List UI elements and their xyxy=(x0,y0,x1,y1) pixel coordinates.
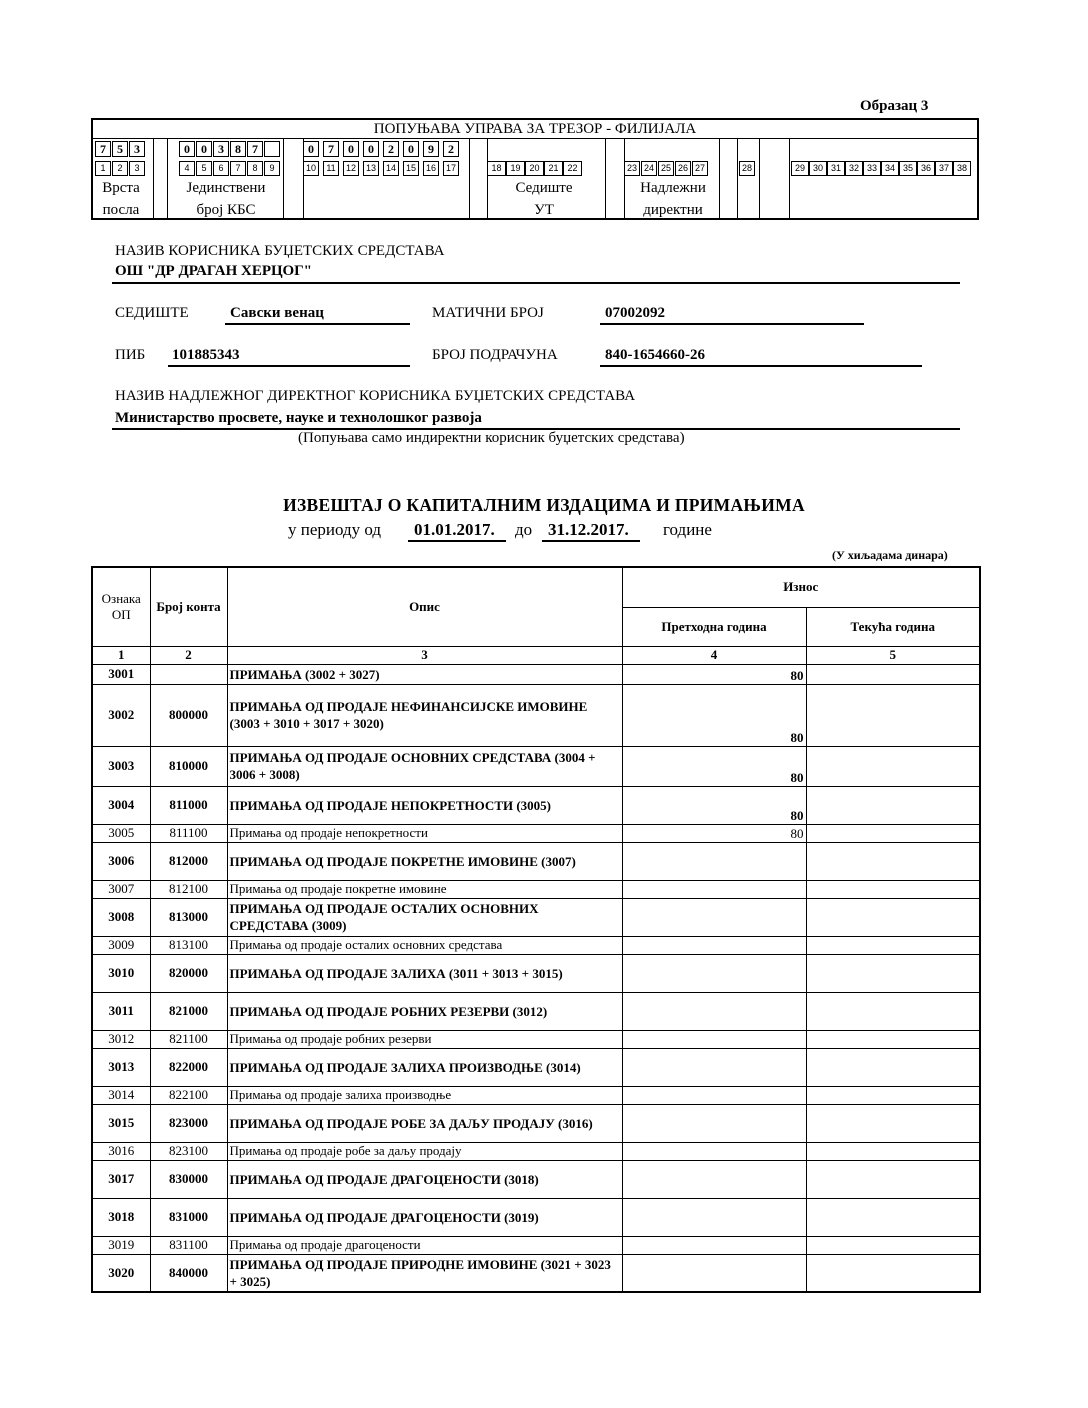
table-row xyxy=(92,842,980,880)
group-label-kbs-2: број КБС xyxy=(196,202,256,218)
row-curr-year-amount xyxy=(806,954,980,992)
code-digit: 3 xyxy=(213,141,229,157)
group-label-dir-2: директни xyxy=(643,202,703,218)
row-op-code: 3009 xyxy=(92,936,150,954)
row-description: ПРИМАЊА ОД ПРОДАЈЕ ДРАГОЦЕНОСТИ (3019) xyxy=(227,1198,622,1236)
row-description: Примања од продаје драгоцености xyxy=(227,1236,622,1254)
grid-separator xyxy=(605,139,606,220)
row-curr-year-amount xyxy=(806,786,980,824)
row-prev-year-amount xyxy=(622,1198,806,1236)
row-description: Примања од продаје робе за даљу продају xyxy=(227,1142,622,1160)
table-row xyxy=(92,1104,980,1142)
row-description: ПРИМАЊА ОД ПРОДАЈЕ ЗАЛИХА ПРОИЗВОДЊЕ (3014) xyxy=(227,1048,622,1086)
period-mid: до xyxy=(515,520,533,539)
table-row xyxy=(92,1160,980,1198)
group-label-vrsta-1: Врста xyxy=(102,180,140,196)
date-to-underline xyxy=(542,540,640,542)
code-position-number: 28 xyxy=(739,161,755,176)
row-curr-year-amount xyxy=(806,1254,980,1292)
row-op-code: 3008 xyxy=(92,898,150,936)
row-description: ПРИМАЊА ОД ПРОДАЈЕ ПОКРЕТНЕ ИМОВИНЕ (3007) xyxy=(227,842,622,880)
parent-value: Министарство просвете, науке и технолошког развоја xyxy=(115,410,482,426)
row-curr-year-amount xyxy=(806,1160,980,1198)
row-op-code: 3013 xyxy=(92,1048,150,1086)
report-title: ИЗВЕШТАЈ О КАПИТАЛНИМ ИЗДАЦИМА И ПРИМАЊИМА xyxy=(283,495,805,515)
row-description: Примања од продаје робних резерви xyxy=(227,1030,622,1048)
row-op-code: 3001 xyxy=(92,664,150,684)
row-curr-year-amount xyxy=(806,880,980,898)
row-op-code: 3007 xyxy=(92,880,150,898)
parent-note: (Попуњава само индиректни корисник буџетских средстава) xyxy=(298,430,685,446)
row-account: 822000 xyxy=(150,1048,227,1086)
code-position-number: 15 xyxy=(403,161,419,176)
row-op-code: 3005 xyxy=(92,824,150,842)
table-row xyxy=(92,936,980,954)
grid-separator xyxy=(167,139,168,220)
code-position-number: 27 xyxy=(692,161,708,176)
header-iznos: Износ xyxy=(622,567,980,607)
table-row xyxy=(92,824,980,842)
code-position-number: 19 xyxy=(506,161,525,176)
code-position-number: 37 xyxy=(935,161,953,176)
table-row xyxy=(92,1254,980,1292)
seat-underline xyxy=(225,323,410,325)
code-position-number: 29 xyxy=(791,161,809,176)
row-op-code: 3006 xyxy=(92,842,150,880)
col-number: 1 xyxy=(92,646,150,664)
row-prev-year-amount xyxy=(622,1048,806,1086)
row-prev-year-amount xyxy=(622,842,806,880)
code-position-number: 34 xyxy=(881,161,899,176)
seat-label: СЕДИШТЕ xyxy=(115,305,189,321)
row-account: 840000 xyxy=(150,1254,227,1292)
table-row xyxy=(92,746,980,786)
date-from-underline xyxy=(408,540,506,542)
row-description: ПРИМАЊА ОД ПРОДАЈЕ ОСТАЛИХ ОСНОВНИХ СРЕДСТАВА (3009) xyxy=(227,898,622,936)
row-prev-year-amount: 80 xyxy=(622,786,806,824)
row-account: 831000 xyxy=(150,1198,227,1236)
code-position-number: 3 xyxy=(129,161,145,176)
form-label: Образац 3 xyxy=(860,98,929,114)
row-curr-year-amount xyxy=(806,664,980,684)
row-op-code: 3012 xyxy=(92,1030,150,1048)
code-position-number: 25 xyxy=(658,161,674,176)
code-digit: 7 xyxy=(247,141,263,157)
row-account: 831100 xyxy=(150,1236,227,1254)
code-position-number: 24 xyxy=(641,161,657,176)
row-prev-year-amount: 80 xyxy=(622,664,806,684)
code-digit: 7 xyxy=(95,141,111,157)
code-position-number: 1 xyxy=(95,161,111,176)
row-prev-year-amount xyxy=(622,1254,806,1292)
grid-separator xyxy=(283,139,284,220)
code-digit xyxy=(264,141,280,157)
table-row xyxy=(92,684,980,746)
row-description: Примања од продаје осталих основних средстава xyxy=(227,936,622,954)
user-name-underline xyxy=(112,282,960,284)
row-op-code: 3011 xyxy=(92,992,150,1030)
seat-value: Савски венац xyxy=(230,305,324,321)
grid-separator xyxy=(789,139,790,220)
row-op-code: 3014 xyxy=(92,1086,150,1104)
row-prev-year-amount xyxy=(622,1236,806,1254)
code-position-number: 2 xyxy=(112,161,128,176)
pib-value: 101885343 xyxy=(172,347,240,363)
table-row xyxy=(92,1142,980,1160)
code-position-number: 38 xyxy=(953,161,971,176)
row-account: 822100 xyxy=(150,1086,227,1104)
code-position-number: 18 xyxy=(487,161,506,176)
row-op-code: 3003 xyxy=(92,746,150,786)
grid-separator xyxy=(153,139,154,220)
header-curr-year: Текућа година xyxy=(806,607,980,646)
table-row xyxy=(92,1236,980,1254)
code-position-number: 13 xyxy=(363,161,379,176)
grid-separator xyxy=(469,139,470,220)
row-curr-year-amount xyxy=(806,936,980,954)
row-description: Примања од продаје залиха производње xyxy=(227,1086,622,1104)
code-position-number: 5 xyxy=(196,161,212,176)
row-prev-year-amount: 80 xyxy=(622,746,806,786)
header-prev-year: Претходна година xyxy=(622,607,806,646)
row-account: 813000 xyxy=(150,898,227,936)
row-curr-year-amount xyxy=(806,746,980,786)
table-row xyxy=(92,1030,980,1048)
row-op-code: 3019 xyxy=(92,1236,150,1254)
row-prev-year-amount xyxy=(622,1142,806,1160)
code-digit: 8 xyxy=(230,141,246,157)
code-position-number: 10 xyxy=(303,161,319,176)
row-op-code: 3016 xyxy=(92,1142,150,1160)
row-account: 812000 xyxy=(150,842,227,880)
grid-separator xyxy=(759,139,760,220)
code-position-number: 4 xyxy=(179,161,195,176)
col-number: 4 xyxy=(622,646,806,664)
code-digit: 0 xyxy=(179,141,195,157)
row-account: 810000 xyxy=(150,746,227,786)
row-curr-year-amount xyxy=(806,1048,980,1086)
row-description: ПРИМАЊА ОД ПРОДАЈЕ ПРИРОДНЕ ИМОВИНЕ (3021 + 3023 + 3025) xyxy=(227,1254,622,1292)
code-digit: 0 xyxy=(196,141,212,157)
row-curr-year-amount xyxy=(806,842,980,880)
row-description: ПРИМАЊА (3002 + 3027) xyxy=(227,664,622,684)
code-position-number: 31 xyxy=(827,161,845,176)
row-prev-year-amount xyxy=(622,936,806,954)
row-account: 800000 xyxy=(150,684,227,746)
code-position-number: 12 xyxy=(343,161,359,176)
row-prev-year-amount xyxy=(622,992,806,1030)
mb-label: МАТИЧНИ БРОЈ xyxy=(432,305,544,321)
row-account: 811000 xyxy=(150,786,227,824)
units-note: (У хиљадама динара) xyxy=(832,548,948,562)
table-row xyxy=(92,898,980,936)
row-account: 823100 xyxy=(150,1142,227,1160)
code-position-number: 20 xyxy=(525,161,544,176)
group-label-ut-2: УТ xyxy=(534,202,554,218)
code-digit: 7 xyxy=(323,141,339,157)
row-prev-year-amount xyxy=(622,954,806,992)
account-label: БРОЈ ПОДРАЧУНА xyxy=(432,347,558,363)
row-account: 821000 xyxy=(150,992,227,1030)
code-digit: 0 xyxy=(303,141,319,157)
header-konto: Број конта xyxy=(150,567,227,646)
row-op-code: 3015 xyxy=(92,1104,150,1142)
row-account xyxy=(150,664,227,684)
code-position-number: 35 xyxy=(899,161,917,176)
code-position-number: 33 xyxy=(863,161,881,176)
code-position-number: 30 xyxy=(809,161,827,176)
group-label-kbs-1: Јединствени xyxy=(186,180,266,196)
col-number: 5 xyxy=(806,646,980,664)
code-position-number: 22 xyxy=(563,161,582,176)
row-description: ПРИМАЊА ОД ПРОДАЈЕ НЕПОКРЕТНОСТИ (3005) xyxy=(227,786,622,824)
row-prev-year-amount xyxy=(622,1160,806,1198)
row-prev-year-amount xyxy=(622,1086,806,1104)
row-op-code: 3004 xyxy=(92,786,150,824)
code-digit: 0 xyxy=(363,141,379,157)
code-position-number: 6 xyxy=(213,161,229,176)
row-op-code: 3017 xyxy=(92,1160,150,1198)
row-op-code: 3010 xyxy=(92,954,150,992)
pib-underline xyxy=(168,365,410,367)
row-account: 820000 xyxy=(150,954,227,992)
row-account: 821100 xyxy=(150,1030,227,1048)
row-prev-year-amount: 80 xyxy=(622,824,806,842)
row-curr-year-amount xyxy=(806,1236,980,1254)
mb-underline xyxy=(600,323,864,325)
grid-separator xyxy=(303,139,304,220)
row-description: ПРИМАЊА ОД ПРОДАЈЕ РОБЕ ЗА ДАЉУ ПРОДАЈУ (3016) xyxy=(227,1104,622,1142)
column-numbers-row xyxy=(92,646,980,664)
row-prev-year-amount xyxy=(622,880,806,898)
row-prev-year-amount: 80 xyxy=(622,684,806,746)
row-account: 812100 xyxy=(150,880,227,898)
row-curr-year-amount xyxy=(806,1030,980,1048)
row-description: Примања од продаје покретне имовине xyxy=(227,880,622,898)
row-op-code: 3020 xyxy=(92,1254,150,1292)
pib-label: ПИБ xyxy=(115,347,146,363)
mb-value: 07002092 xyxy=(605,305,665,321)
row-account: 811100 xyxy=(150,824,227,842)
code-position-number: 7 xyxy=(230,161,246,176)
code-position-number: 17 xyxy=(443,161,459,176)
group-label-vrsta-2: посла xyxy=(102,202,140,218)
row-curr-year-amount xyxy=(806,1142,980,1160)
header-op: Ознака ОП xyxy=(92,567,150,646)
code-digit: 3 xyxy=(129,141,145,157)
code-position-number: 9 xyxy=(264,161,280,176)
row-description: ПРИМАЊА ОД ПРОДАЈЕ НЕФИНАНСИЈСКЕ ИМОВИНЕ (3003 + 3010 + 3017 + 3020) xyxy=(227,684,622,746)
row-account: 813100 xyxy=(150,936,227,954)
table-row xyxy=(92,1048,980,1086)
code-position-number: 26 xyxy=(675,161,691,176)
parent-label: НАЗИВ НАДЛЕЖНОГ ДИРЕКТНОГ КОРИСНИКА БУЏЕТСКИХ СРЕДСТАВА xyxy=(115,388,636,404)
code-position-number: 32 xyxy=(845,161,863,176)
grid-separator xyxy=(737,139,738,220)
row-description: ПРИМАЊА ОД ПРОДАЈЕ ОСНОВНИХ СРЕДСТАВА (3004 + 3006 + 3008) xyxy=(227,746,622,786)
group-label-dir-1: Надлежни xyxy=(640,180,706,196)
row-description: Примања од продаје непокретности xyxy=(227,824,622,842)
code-position-number: 21 xyxy=(544,161,563,176)
code-digit: 9 xyxy=(423,141,439,157)
code-digit: 5 xyxy=(112,141,128,157)
code-digit: 0 xyxy=(403,141,419,157)
col-number: 2 xyxy=(150,646,227,664)
treasury-box-title: ПОПУЊАВА УПРАВА ЗА ТРЕЗОР - ФИЛИЈАЛА xyxy=(93,120,977,139)
user-name-value: ОШ "ДР ДРАГАН ХЕРЦОГ" xyxy=(115,263,313,279)
code-position-number: 36 xyxy=(917,161,935,176)
row-prev-year-amount xyxy=(622,1104,806,1142)
table-row xyxy=(92,786,980,824)
row-prev-year-amount xyxy=(622,898,806,936)
col-number: 3 xyxy=(227,646,622,664)
row-curr-year-amount xyxy=(806,1086,980,1104)
row-account: 823000 xyxy=(150,1104,227,1142)
account-value: 840-1654660-26 xyxy=(605,347,705,363)
row-curr-year-amount xyxy=(806,898,980,936)
period-prefix: у периоду од xyxy=(288,520,382,539)
code-position-number: 11 xyxy=(323,161,339,176)
code-position-number: 23 xyxy=(624,161,640,176)
code-digit: 0 xyxy=(343,141,359,157)
row-curr-year-amount xyxy=(806,992,980,1030)
account-underline xyxy=(600,365,922,367)
user-name-label: НАЗИВ КОРИСНИКА БУЏЕТСКИХ СРЕДСТАВА xyxy=(115,243,445,259)
code-digit: 2 xyxy=(383,141,399,157)
table-row xyxy=(92,954,980,992)
date-to: 31.12.2017. xyxy=(548,520,629,539)
row-op-code: 3018 xyxy=(92,1198,150,1236)
row-curr-year-amount xyxy=(806,684,980,746)
group-label-ut-1: Седиште xyxy=(515,180,573,196)
row-curr-year-amount xyxy=(806,1104,980,1142)
table-row xyxy=(92,992,980,1030)
grid-separator xyxy=(487,139,488,220)
code-position-number: 8 xyxy=(247,161,263,176)
table-row xyxy=(92,1086,980,1104)
period-suffix: године xyxy=(663,520,712,539)
table-row xyxy=(92,664,980,684)
row-description: ПРИМАЊА ОД ПРОДАЈЕ РОБНИХ РЕЗЕРВИ (3012) xyxy=(227,992,622,1030)
table-row xyxy=(92,1198,980,1236)
row-description: ПРИМАЊА ОД ПРОДАЈЕ ДРАГОЦЕНОСТИ (3018) xyxy=(227,1160,622,1198)
capital-table xyxy=(91,566,981,1293)
row-prev-year-amount xyxy=(622,1030,806,1048)
row-account: 830000 xyxy=(150,1160,227,1198)
code-digit: 2 xyxy=(443,141,459,157)
code-position-number: 14 xyxy=(383,161,399,176)
row-curr-year-amount xyxy=(806,824,980,842)
header-opis: Опис xyxy=(227,567,622,646)
row-description: ПРИМАЊА ОД ПРОДАЈЕ ЗАЛИХА (3011 + 3013 + 3015) xyxy=(227,954,622,992)
row-curr-year-amount xyxy=(806,1198,980,1236)
code-position-number: 16 xyxy=(423,161,439,176)
treasury-code-box xyxy=(91,118,979,220)
row-op-code: 3002 xyxy=(92,684,150,746)
date-from: 01.01.2017. xyxy=(414,520,495,539)
table-row xyxy=(92,880,980,898)
